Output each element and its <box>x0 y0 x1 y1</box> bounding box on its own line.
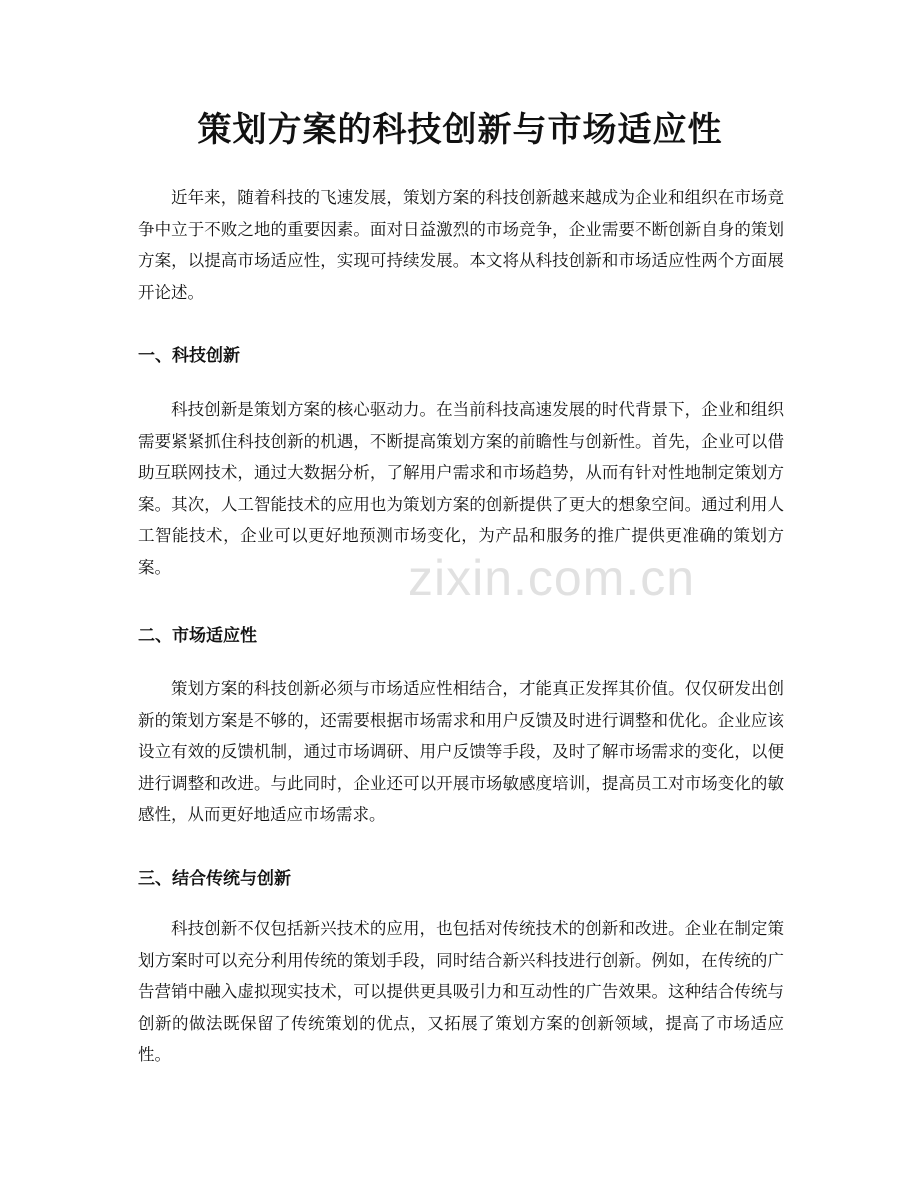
section-body-tradition-innovation: 科技创新不仅包括新兴技术的应用，也包括对传统技术的创新和改进。企业在制定策划方案时可以充分利用传统的策划手段，同时结合新兴科技进行创新。例如，在传统的广告营销中融入虚拟现实技术，可以提供更具吸引力和互动性的广告效果。这种结合传统与创新的做法既保留了传统策划的优点，又拓展了策划方案的创新领域，提高了市场适应性。 <box>138 919 784 1064</box>
section-heading-tradition-innovation: 三、结合传统与创新 <box>138 869 291 889</box>
document-title: 策划方案的科技创新与市场适应性 <box>197 110 723 150</box>
section-body-market-adaptability: 策划方案的科技创新必须与市场适应性相结合，才能真正发挥其价值。仅仅研发出创新的策划方案是不够的，还需要根据市场需求和用户反馈及时进行调整和优化。企业应该设立有效的反馈机制，通过市场调研、用户反馈等手段，及时了解市场需求的变化，以便进行调整和改进。与此同时，企业还可以开展市场敏感度培训，提高员工对市场变化的敏感性，从而更好地适应市场需求。 <box>138 679 784 824</box>
intro-paragraph: 近年来，随着科技的飞速发展，策划方案的科技创新越来越成为企业和组织在市场竞争中立于不败之地的重要因素。面对日益激烈的市场竞争，企业需要不断创新自身的策划方案，以提高市场适应性，实现可持续发展。本文将从科技创新和市场适应性两个方面展开论述。 <box>138 188 784 302</box>
watermark: zixin.com.cn <box>408 550 696 606</box>
section-body-tech-innovation: 科技创新是策划方案的核心驱动力。在当前科技高速发展的时代背景下，企业和组织需要紧紧抓住科技创新的机遇，不断提高策划方案的前瞻性与创新性。首先，企业可以借助互联网技术，通过大数据分析，了解用户需求和市场趋势，从而有针对性地制定策划方案。其次，人工智能技术的应用也为策划方案的创新提供了更大的想象空间。通过利用人工智能技术，企业可以更好地预测市场变化，为产品和服务的推广提供更准确的策划方案。 <box>138 400 784 577</box>
section-heading-market-adaptability: 二、市场适应性 <box>138 626 257 646</box>
section-heading-tech-innovation: 一、科技创新 <box>138 346 240 366</box>
